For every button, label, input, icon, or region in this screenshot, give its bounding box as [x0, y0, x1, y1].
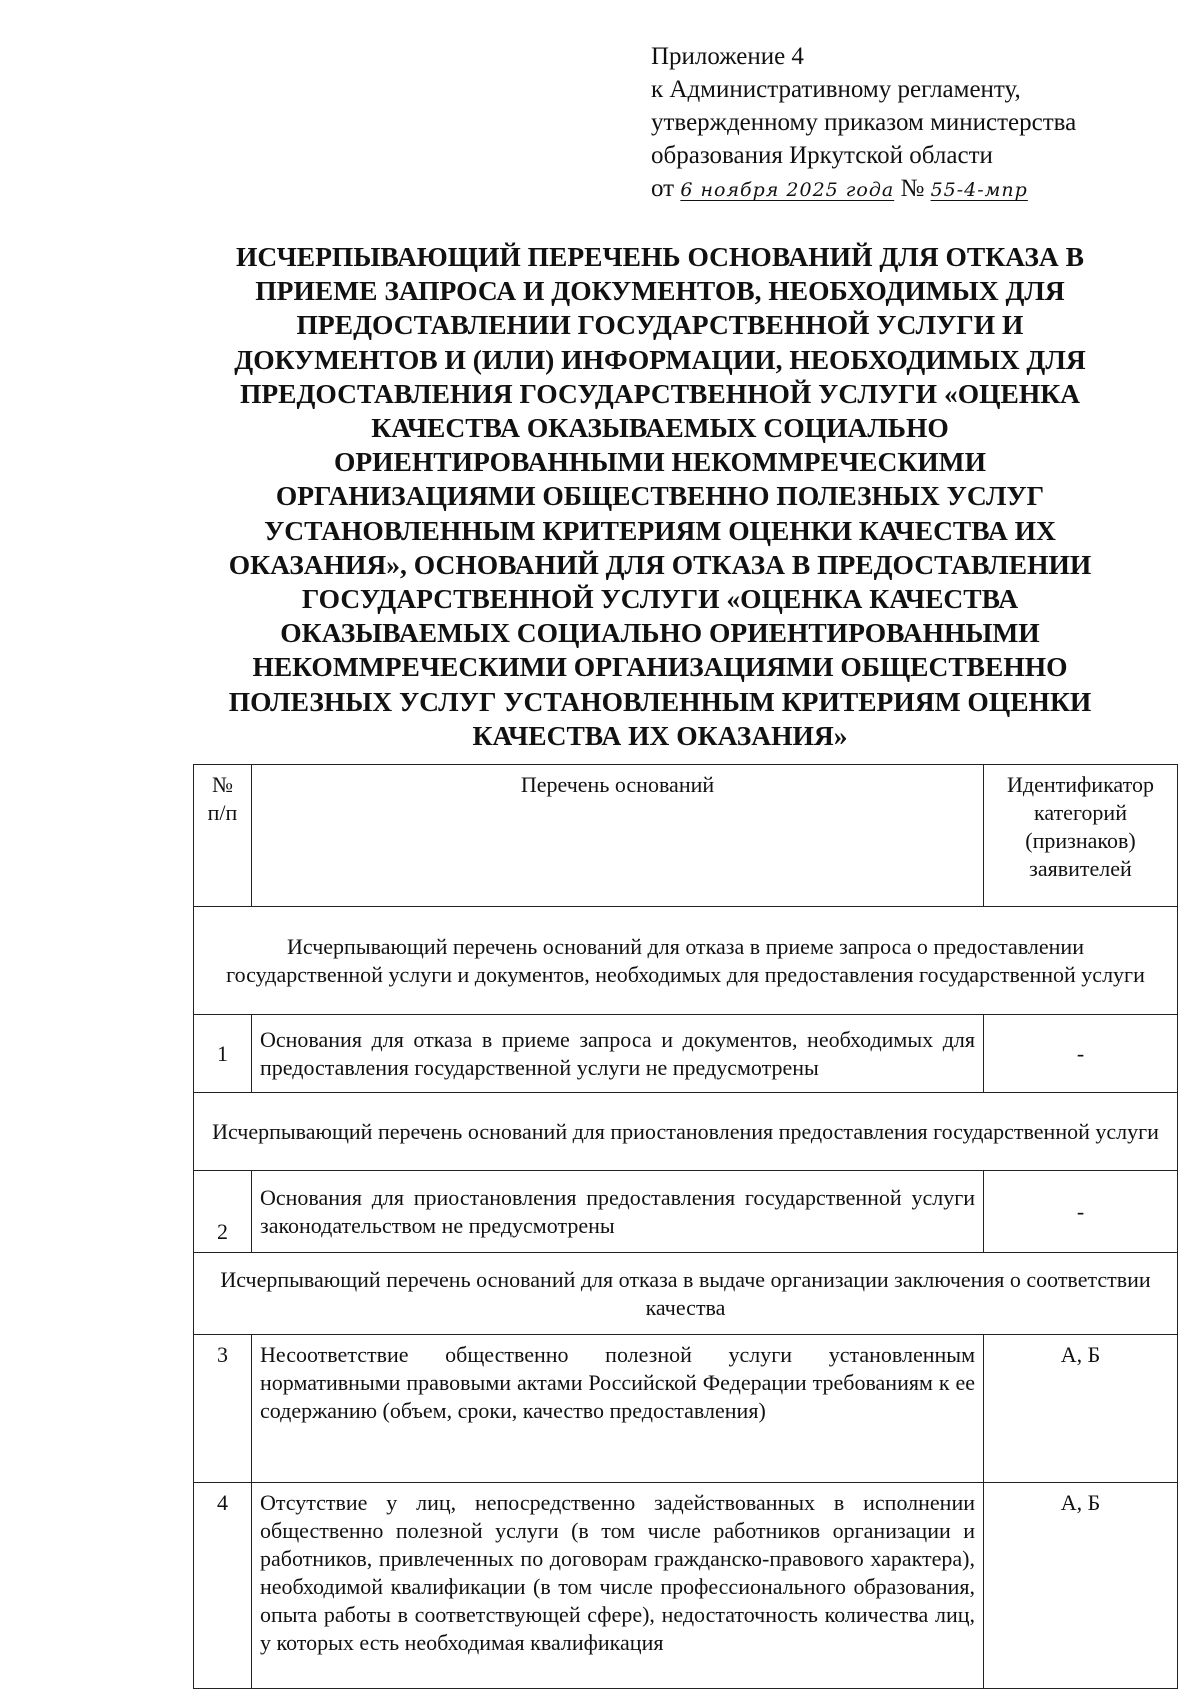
- row-id: А, Б: [984, 1483, 1178, 1689]
- header-identifier: Идентификатор категорий (признаков) заявителей: [984, 765, 1178, 907]
- title-line: ОРИЕНТИРОВАННЫМИ НЕКОММРЕЧЕСКИМИ: [333, 446, 987, 478]
- header-reasons: Перечень оснований: [252, 765, 984, 907]
- document-title: [200, 240, 1120, 753]
- row-id: -: [984, 1171, 1178, 1253]
- annex-from-prefix: от: [651, 175, 675, 202]
- title-line: КАЧЕСТВА ОКАЗЫВАЕМЫХ СОЦИАЛЬНО: [371, 412, 949, 444]
- title-line: ИСЧЕРПЫВАЮЩИЙ ПЕРЕЧЕНЬ ОСНОВАНИЙ ДЛЯ ОТКАЗА В: [236, 241, 1084, 272]
- row-num: 1: [194, 1015, 252, 1093]
- section-row: [194, 1093, 1178, 1171]
- title-line: ОКАЗАНИЯ», ОСНОВАНИЙ ДЛЯ ОТКАЗА В ПРЕДОСТАВЛЕНИИ: [228, 548, 1092, 580]
- row-text: Основания для приостановления предоставления государственной услуги законодательством не предусмотрены: [252, 1171, 984, 1253]
- title-line: ПРИЕМЕ ЗАПРОСА И ДОКУМЕНТОВ, НЕОБХОДИМЫХ ДЛЯ: [255, 275, 1065, 307]
- annex-title: Приложение 4: [651, 43, 804, 70]
- title-line: ОРГАНИЗАЦИЯМИ ОБЩЕСТВЕННО ПОЛЕЗНЫХ УСЛУГ: [275, 480, 1045, 512]
- title-line: ПРЕДОСТАВЛЕНИЯ ГОСУДАРСТВЕННОЙ УСЛУГИ «ОЦЕНКА: [239, 377, 1081, 409]
- annex-date-line: [651, 172, 1171, 207]
- annex-block: [651, 40, 1171, 207]
- handwritten-date: 6 ноября 2025 года: [680, 179, 895, 201]
- row-text: Отсутствие у лиц, непосредственно задействованных в исполнении общественно полезной услуги (в том числе работников организации и работников, привлеченных по договорам гражданско-правового характера), необходимой квалификации (в том числе профессионального образования, опыта работы в соответствующей сфере), недостаточность количества лиц, у которых есть необходимая квалификация: [252, 1483, 984, 1689]
- section-heading: Исчерпывающий перечень оснований для отказа в приеме запроса о предоставлении государственной услуги и документов, необходимых для предоставления государственной услуги: [194, 907, 1178, 1015]
- row-text: Основания для отказа в приеме запроса и документов, необходимых для предоставления государственной услуги не предусмотрены: [252, 1015, 984, 1093]
- title-line: ДОКУМЕНТОВ И (ИЛИ) ИНФОРМАЦИИ, НЕОБХОДИМЫХ ДЛЯ: [234, 343, 1086, 375]
- row-num: 4: [194, 1483, 252, 1689]
- table-header-row: [194, 765, 1178, 907]
- number-sign: №: [900, 175, 925, 202]
- row-num: 2: [194, 1171, 252, 1253]
- title-line: НЕКОММРЕЧЕСКИМИ ОРГАНИЗАЦИЯМИ ОБЩЕСТВЕННО: [252, 651, 1068, 683]
- title-line: ОКАЗЫВАЕМЫХ СОЦИАЛЬНО ОРИЕНТИРОВАННЫМИ: [280, 617, 1040, 649]
- header-num: № п/п: [194, 765, 252, 907]
- row-id: А, Б: [984, 1335, 1178, 1483]
- title-line: ПРЕДОСТАВЛЕНИИ ГОСУДАРСТВЕННОЙ УСЛУГИ И: [296, 309, 1024, 341]
- annex-ref-regulation: к Административному регламенту,: [651, 76, 1021, 103]
- annex-ref-ministry: образования Иркутской области: [651, 142, 993, 169]
- table-row: [194, 1483, 1178, 1689]
- title-line: ГОСУДАРСТВЕННОЙ УСЛУГИ «ОЦЕНКА КАЧЕСТВА: [301, 583, 1019, 615]
- section-heading: Исчерпывающий перечень оснований для отказа в выдаче организации заключения о соответствии качества: [194, 1253, 1178, 1335]
- row-num: 3: [194, 1335, 252, 1483]
- table-row: [194, 1335, 1178, 1483]
- annex-ref-order: утвержденному приказом министерства: [651, 109, 1077, 136]
- row-text: Несоответствие общественно полезной услуги установленным нормативными правовыми актами Российской Федерации требованиям к ее содержанию (объем, сроки, качество предоставления): [252, 1335, 984, 1483]
- section-row: [194, 1253, 1178, 1335]
- section-heading: Исчерпывающий перечень оснований для приостановления предоставления государственной услуги: [194, 1093, 1178, 1171]
- section-row: [194, 907, 1178, 1015]
- table-row: [194, 1171, 1178, 1253]
- handwritten-order-number: 55-4-мпр: [930, 179, 1028, 201]
- table-row: [194, 1015, 1178, 1093]
- row-id: -: [984, 1015, 1178, 1093]
- title-line: КАЧЕСТВА ИХ ОКАЗАНИЯ»: [472, 719, 848, 751]
- grounds-table: [193, 764, 1178, 1689]
- title-line: УСТАНОВЛЕННЫМ КРИТЕРИЯМ ОЦЕНКИ КАЧЕСТВА ИХ: [264, 514, 1056, 546]
- title-line: ПОЛЕЗНЫХ УСЛУГ УСТАНОВЛЕННЫМ КРИТЕРИЯМ ОЦЕНКИ: [228, 685, 1092, 717]
